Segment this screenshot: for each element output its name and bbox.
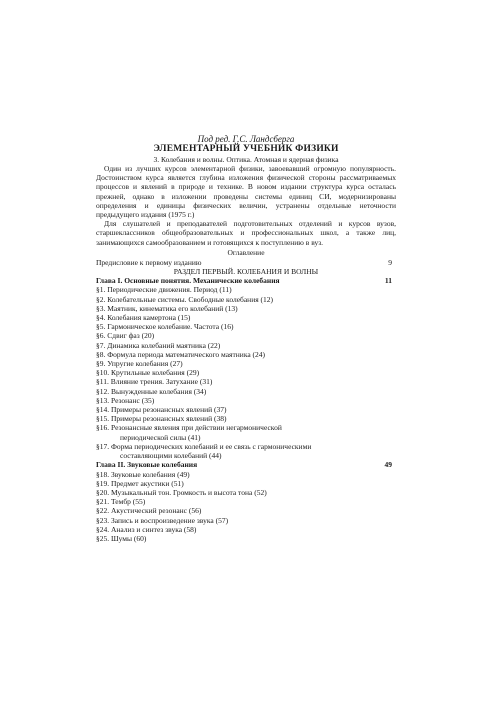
toc-item: §14. Примеры резонансных явлений (37) [96,405,227,415]
toc-item: §19. Предмет акустики (51) [96,478,184,488]
toc-item-continuation: периодической силы (41) [120,432,201,442]
toc-item: §25. Шумы (60) [96,533,147,543]
chapter-1-label: Глава I. Основные понятия. Механические колебания [96,276,280,286]
toc-item: §11. Влияние трения. Затухание (31) [96,377,213,387]
toc-item: §22. Акустический резонанс (56) [96,506,202,516]
book-title: ЭЛЕМЕНТАРНЫЙ УЧЕБНИК ФИЗИКИ [153,144,339,154]
toc-item: §15. Примеры резонансных явлений (38) [96,414,227,424]
toc-item: §2. Колебательные системы. Свободные колебания (12) [96,294,274,304]
toc-item: §16. Резонансные явления при действии негармонической [96,423,282,433]
toc-item: §3. Маятник, кинематика его колебаний (13) [96,303,238,313]
editor-line: Под ред. Г.С. Ландсберга [197,134,295,144]
toc-item: §10. Крутильные колебания (29) [96,368,200,378]
chapter-2-items [96,470,396,544]
toc-item: §9. Упругие колебания (27) [96,359,183,369]
toc-item: §18. Звуковые колебания (49) [96,469,190,479]
toc-item: §17. Форма периодических колебаний и ее связь с гармоническими [96,441,312,451]
volume-subtitle: 3. Колебания и волны. Оптика. Атомная и ядерная физика [153,155,339,164]
toc-item: §7. Динамика колебаний маятника (22) [96,340,221,350]
toc-item: §12. Вынужденные колебания (34) [96,386,207,396]
toc-item: §13. Резонанс (35) [96,395,155,405]
toc-item: §24. Анализ и синтез звука (58) [96,524,197,534]
document-page [96,134,396,543]
toc-preface-label: Предисловие к первому изданию [96,257,202,267]
toc-item: §23. Запись и воспроизведение звука (57) [96,515,229,525]
toc-item: §4. Колебания камертона (15) [96,313,191,323]
section-title: РАЗДЕЛ ПЕРВЫЙ. КОЛЕБАНИЯ И ВОЛНЫ [173,267,319,277]
chapter-1-page: 11 [384,276,392,286]
toc-preface [96,258,396,267]
toc-item: §6. Сдвиг фаз (20) [96,331,155,341]
toc-item-continuation: составляющими колебаний (44) [120,451,222,461]
toc-chapter-2 [96,460,396,469]
contents-heading: Оглавление [227,247,265,257]
toc-item: §1. Периодические движения. Период (11) [96,285,232,295]
toc-preface-page: 9 [388,257,392,267]
toc-item: §5. Гармоническое колебание. Частота (16) [96,322,234,332]
toc-chapter-1 [96,276,396,285]
chapter-2-page: 49 [384,460,392,470]
chapter-2-label: Глава II. Звуковые колебания [96,460,198,470]
toc-item: §20. Музыкальный тон. Громкость и высота тона (52) [96,487,267,497]
chapter-1-items [96,285,396,460]
intro-paragraph-2: Для слушателей и преподавателей подготовительных отделений и курсов вузов, старшеклассников общеобразовательных и профессиональных школ, а также лиц, занимающихся самообразованием и готовящихся к поступлению в вуз. [96,219,396,247]
toc-item: §8. Формула периода математического маятника (24) [96,349,266,359]
intro-paragraph-1: Один из лучших курсов элементарной физики, завоевавший огромную популярность. Достоинством курса является глубина изложения физической стороны рассматриваемых процессов и явлений в природе и технике. В новом издании структура курса осталась прежней, однако в изложении проведены системы единиц СИ, модернизированы определения и единицы физических величин, устранены отдельные неточности предыдущего издания (1975 г.) [96,164,396,220]
toc-item: §21. Тембр (55) [96,497,146,507]
table-of-contents [96,258,396,543]
